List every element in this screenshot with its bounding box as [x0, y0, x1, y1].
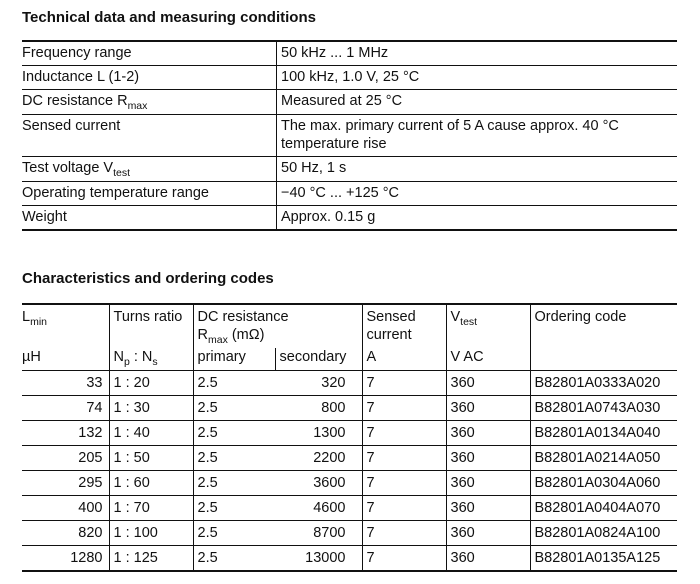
header-vtest: $V_{test}$ — [446, 304, 530, 348]
technical-data-table — [22, 40, 677, 231]
secondary-resistance-cell: 4600 — [275, 496, 362, 521]
param-label: Sensed current — [22, 118, 121, 134]
table-row — [22, 546, 677, 572]
table-row — [22, 66, 677, 90]
ordering-code-cell: B82801A0304A060 — [530, 471, 677, 496]
test-voltage-cell: 360 — [446, 471, 530, 496]
value-label: 100 kHz, 1.0 V, 25 °C — [281, 69, 420, 85]
value-label: Measured at 25 °C — [281, 93, 403, 109]
inductance-cell: 33 — [22, 371, 109, 396]
primary-resistance-cell: 2.5 — [193, 546, 275, 572]
param-label: Operating temperature range — [22, 185, 209, 201]
value-label: The max. primary current of 5 A cause approx. 40 °C — [281, 118, 619, 134]
ordering-code-cell: B82801A0333A020 — [530, 371, 677, 396]
sensed-current-cell: 7 — [362, 396, 446, 421]
table-row — [22, 396, 677, 421]
table-row — [22, 90, 677, 115]
value-cell — [277, 115, 678, 157]
inductance-cell: 132 — [22, 421, 109, 446]
value-label-line2: temperature rise — [281, 136, 387, 152]
ordering-code-cell: B82801A0743A030 — [530, 396, 677, 421]
param-cell — [22, 115, 277, 157]
sensed-current-cell: 7 — [362, 446, 446, 471]
value-cell — [277, 41, 678, 66]
primary-resistance-cell: 2.5 — [193, 396, 275, 421]
primary-resistance-cell: 2.5 — [193, 371, 275, 396]
table-row — [22, 182, 677, 206]
value-cell — [277, 182, 678, 206]
test-voltage-cell: 360 — [446, 371, 530, 396]
header-dc-resistance: DC resistance $R_{max}$ (mΩ) — [193, 304, 362, 348]
value-label: Approx. 0.15 g — [281, 209, 376, 225]
sensed-current-cell: 7 — [362, 546, 446, 572]
characteristics-table — [22, 303, 677, 572]
turns-ratio-cell: 1 : 30 — [109, 396, 193, 421]
ordering-code-cell: B82801A0135A125 — [530, 546, 677, 572]
sensed-current-cell: 7 — [362, 521, 446, 546]
value-cell — [277, 66, 678, 90]
ordering-code-cell: B82801A0134A040 — [530, 421, 677, 446]
test-voltage-cell: 360 — [446, 496, 530, 521]
param-label: DC resistance R — [22, 93, 128, 109]
test-voltage-cell: 360 — [446, 446, 530, 471]
header-ordering-code: Ordering code — [530, 304, 677, 348]
turns-ratio-cell: 1 : 20 — [109, 371, 193, 396]
sensed-current-cell: 7 — [362, 421, 446, 446]
unit-sensed: A — [362, 348, 446, 371]
param-label: Weight — [22, 209, 67, 225]
value-cell — [277, 157, 678, 182]
unit-primary: primary — [193, 348, 275, 371]
char-section-title: Characteristics and ordering codes — [22, 270, 274, 287]
secondary-resistance-cell: 2200 — [275, 446, 362, 471]
table-row — [22, 471, 677, 496]
ordering-code-cell: B82801A0824A100 — [530, 521, 677, 546]
param-label: Inductance L (1-2) — [22, 69, 140, 85]
table-row — [22, 521, 677, 546]
turns-ratio-cell: 1 : 125 — [109, 546, 193, 572]
param-label: Frequency range — [22, 45, 132, 61]
table-row — [22, 446, 677, 471]
table-row — [22, 496, 677, 521]
table-row — [22, 371, 677, 396]
test-voltage-cell: 360 — [446, 521, 530, 546]
unit-ordering — [530, 348, 677, 371]
secondary-resistance-cell: 1300 — [275, 421, 362, 446]
test-voltage-cell: 360 — [446, 546, 530, 572]
inductance-cell: 74 — [22, 396, 109, 421]
unit-lmin: µH — [22, 348, 109, 371]
inductance-cell: 400 — [22, 496, 109, 521]
turns-ratio-cell: 1 : 40 — [109, 421, 193, 446]
turns-ratio-cell: 1 : 100 — [109, 521, 193, 546]
value-label: 50 kHz ... 1 MHz — [281, 45, 389, 61]
value-label: 50 Hz, 1 s — [281, 160, 347, 176]
value-cell — [277, 90, 678, 115]
table-row — [22, 421, 677, 446]
unit-vtest: V AC — [446, 348, 530, 371]
param-cell — [22, 206, 277, 231]
secondary-resistance-cell: 3600 — [275, 471, 362, 496]
sensed-current-cell: 7 — [362, 371, 446, 396]
table-row — [22, 206, 677, 231]
header-lmin: $L_{min}$ — [22, 304, 109, 348]
sensed-current-cell: 7 — [362, 471, 446, 496]
param-cell — [22, 157, 277, 182]
tech-section-title: Technical data and measuring conditions — [22, 9, 316, 26]
primary-resistance-cell: 2.5 — [193, 446, 275, 471]
inductance-cell: 205 — [22, 446, 109, 471]
header-sensed-current: Sensed current — [362, 304, 446, 348]
secondary-resistance-cell: 13000 — [275, 546, 362, 572]
table-row — [22, 157, 677, 182]
secondary-resistance-cell: 800 — [275, 396, 362, 421]
secondary-resistance-cell: 320 — [275, 371, 362, 396]
inductance-cell: 295 — [22, 471, 109, 496]
sensed-current-cell: 7 — [362, 496, 446, 521]
param-subscript: max — [127, 100, 148, 112]
header-row — [22, 304, 677, 348]
secondary-resistance-cell: 8700 — [275, 521, 362, 546]
primary-resistance-cell: 2.5 — [193, 471, 275, 496]
units-row — [22, 348, 677, 371]
value-label: −40 °C ... +125 °C — [281, 185, 399, 201]
turns-ratio-cell: 1 : 50 — [109, 446, 193, 471]
unit-secondary: secondary — [275, 348, 362, 371]
unit-turns: $N_p$ : $N_s$ — [109, 348, 193, 371]
param-cell — [22, 182, 277, 206]
param-cell — [22, 66, 277, 90]
turns-ratio-cell: 1 : 60 — [109, 471, 193, 496]
header-turns-ratio: Turns ratio — [109, 304, 193, 348]
inductance-cell: 1280 — [22, 546, 109, 572]
param-label: Test voltage V — [22, 160, 114, 176]
value-cell — [277, 206, 678, 231]
inductance-cell: 820 — [22, 521, 109, 546]
param-cell — [22, 41, 277, 66]
param-cell — [22, 90, 277, 115]
primary-resistance-cell: 2.5 — [193, 421, 275, 446]
primary-resistance-cell: 2.5 — [193, 521, 275, 546]
ordering-code-cell: B82801A0214A050 — [530, 446, 677, 471]
turns-ratio-cell: 1 : 70 — [109, 496, 193, 521]
table-row — [22, 115, 677, 157]
test-voltage-cell: 360 — [446, 421, 530, 446]
ordering-code-cell: B82801A0404A070 — [530, 496, 677, 521]
primary-resistance-cell: 2.5 — [193, 496, 275, 521]
param-subscript: test — [113, 167, 131, 179]
test-voltage-cell: 360 — [446, 396, 530, 421]
table-row — [22, 41, 677, 66]
